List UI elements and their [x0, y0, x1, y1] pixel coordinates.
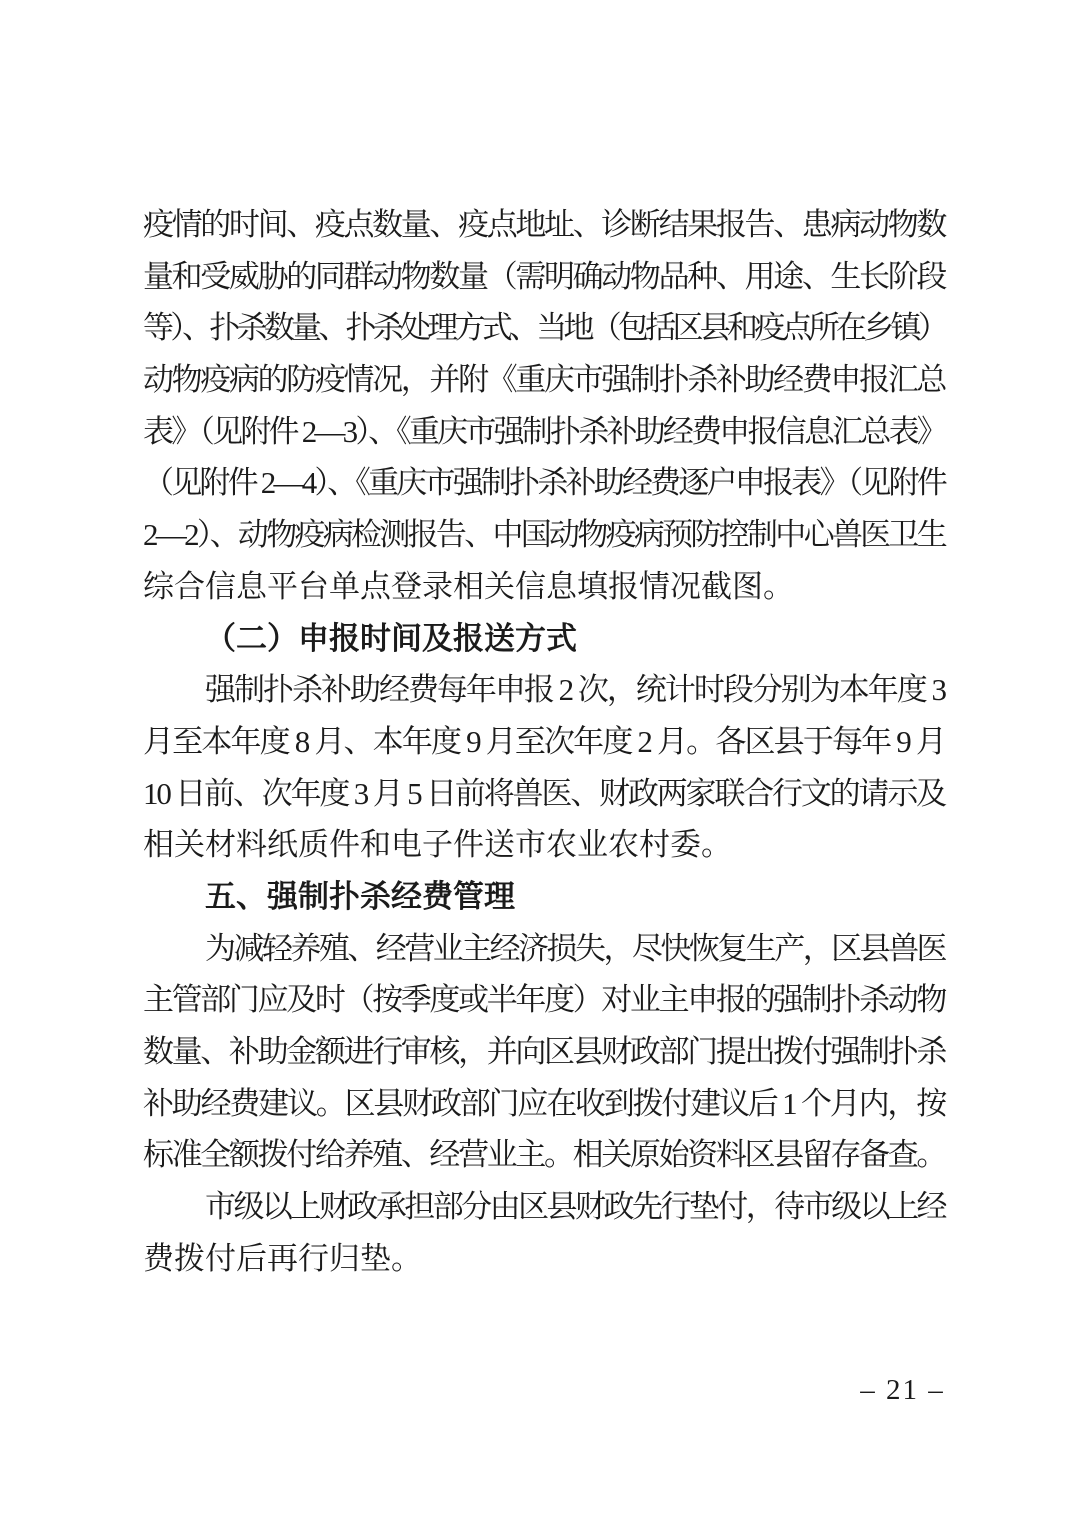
text-line: （见附件 2—4）、《重庆市强制扑杀补助经费逐户申报表》（见附件	[143, 465, 945, 501]
page-number: – 21 –	[860, 1374, 945, 1406]
text-line: 动物疫病的防疫情况，并附《重庆市强制扑杀补助经费申报汇总	[143, 362, 945, 398]
text-line: 费拨付后再行归垫。	[143, 1240, 422, 1276]
text-line: 疫情的时间、疫点数量、疫点地址、诊断结果报告、患病动物数	[143, 207, 945, 242]
text-line: 10 日前、次年度 3 月 5 日前将兽医、财政两家联合行文的请示及	[143, 775, 945, 811]
text-line: 标准全额拨付给养殖、经营业主。相关原始资料区县留存备查。	[143, 1137, 945, 1173]
text-line: 等）、扑杀数量、扑杀处理方式、当地（包括区县和疫点所在乡镇）	[143, 310, 945, 346]
text-line: 相关材料纸质件和电子件送市农业农村委。	[143, 827, 732, 863]
text-line: 市级以上财政承担部分由区县财政先行垫付，待市级以上经	[205, 1189, 945, 1225]
document-text-block	[143, 199, 945, 1284]
text-line: 强制扑杀补助经费每年申报 2 次，统计时段分别为本年度 3	[205, 672, 945, 708]
text-line: 数量、补助金额进行审核，并向区县财政部门提出拨付强制扑杀	[143, 1034, 945, 1069]
text-line: 综合信息平台单点登录相关信息填报情况截图。	[143, 568, 794, 604]
text-line: 月至本年度 8 月、本年度 9 月至次年度 2 月。各区县于每年 9 月	[143, 723, 945, 759]
text-line: 2—2）、动物疫病检测报告、中国动物疫病预防控制中心兽医卫生	[143, 517, 945, 553]
text-line: 量和受威胁的同群动物数量（需明确动物品种、用途、生长阶段	[143, 258, 945, 294]
heading-section-five: 五、强制扑杀经费管理	[205, 878, 515, 914]
text-line: 为减轻养殖、经营业主经济损失，尽快恢复生产，区县兽医	[205, 930, 945, 966]
text-line: 表》（见附件 2—3）、《重庆市强制扑杀补助经费申报信息汇总表》	[143, 413, 945, 449]
text-line: 主管部门应及时（按季度或半年度）对业主申报的强制扑杀动物	[143, 982, 945, 1018]
heading-declaration-time: （二）申报时间及报送方式	[205, 620, 577, 656]
text-line: 补助经费建议。区县财政部门应在收到拨付建议后 1 个月内，按	[143, 1085, 945, 1121]
